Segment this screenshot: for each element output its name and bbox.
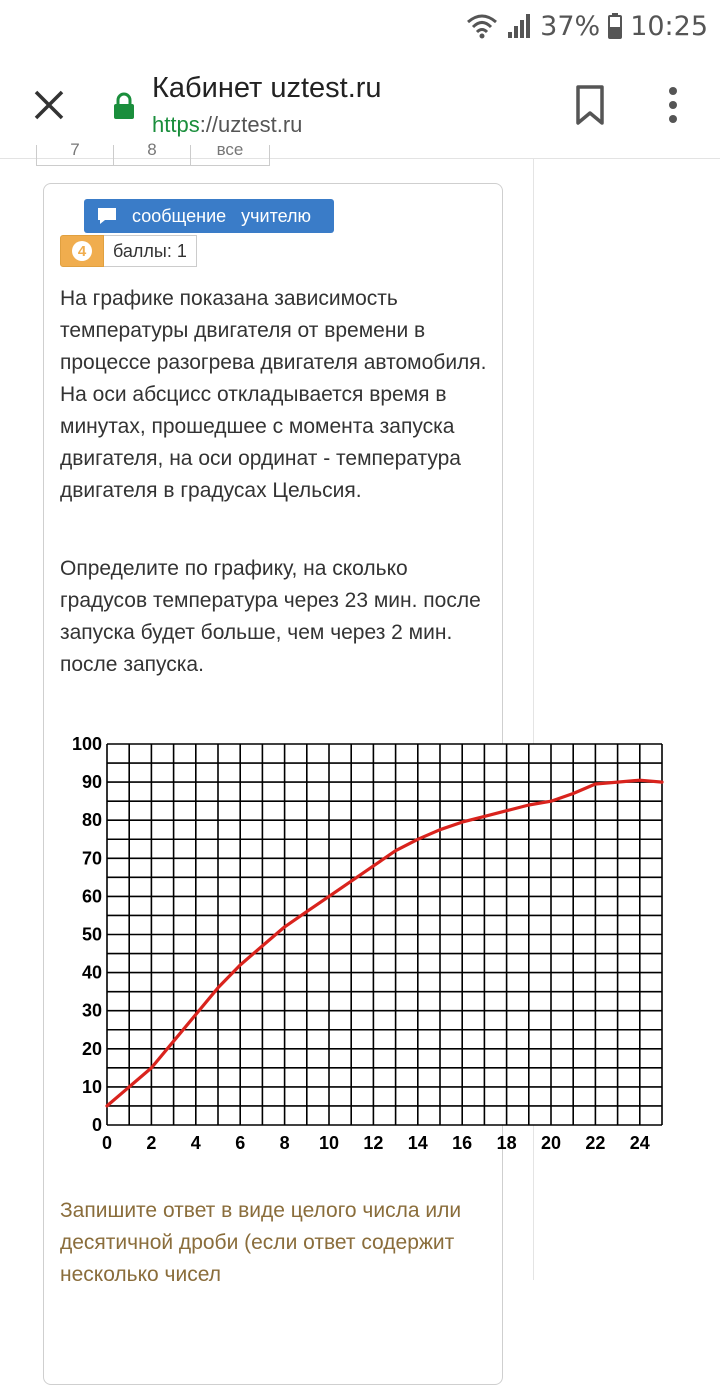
y-tick-label: 50 xyxy=(81,924,102,945)
task-question: Определите по графику, на сколько градусов температура через 23 мин. после запуска будет больше, чем через 2 мин. после запуска. xyxy=(60,557,481,676)
url-display[interactable] xyxy=(152,112,302,138)
y-tick-label: 70 xyxy=(81,848,102,869)
y-tick-label: 100 xyxy=(71,734,102,754)
page-content xyxy=(0,140,720,1286)
clock: 10:25 xyxy=(630,10,708,42)
url-scheme: https xyxy=(152,112,200,137)
x-tick-label: 18 xyxy=(496,1133,517,1153)
x-tick-label: 14 xyxy=(407,1133,428,1153)
task-number: 4 xyxy=(72,241,92,261)
x-tick-label: 2 xyxy=(146,1133,157,1153)
x-tick-label: 10 xyxy=(318,1133,340,1153)
browser-app-bar xyxy=(0,50,720,159)
page-title: Кабинет uztest.ru xyxy=(152,72,382,104)
pager-item[interactable]: 8 xyxy=(114,145,191,166)
x-tick-label: 6 xyxy=(235,1133,246,1153)
x-tick-label: 0 xyxy=(101,1133,113,1153)
task-text: На графике показана зависимость температуры двигателя от времени в процессе разогрева двигателя автомобиля. На оси абсцисс откладывается время в минутах, прошедшее с момента запуска двигателя, на оси ординат - температура двигателя в градусах Цельсия. xyxy=(60,287,487,502)
x-tick-label: 20 xyxy=(540,1133,562,1153)
task-number-badge xyxy=(60,235,104,267)
y-tick-label: 60 xyxy=(81,886,102,907)
message-teacher-label: сообщение учителю xyxy=(132,205,312,226)
task-score xyxy=(60,235,197,267)
pager-item[interactable]: 7 xyxy=(36,145,114,166)
task-pager xyxy=(36,140,270,167)
points-label: баллы: 1 xyxy=(104,235,197,267)
y-tick-label: 90 xyxy=(81,772,102,793)
message-teacher-button[interactable] xyxy=(84,199,334,233)
y-tick-label: 10 xyxy=(81,1076,102,1097)
battery-icon xyxy=(608,13,622,39)
y-tick-label: 0 xyxy=(91,1115,102,1135)
status-bar xyxy=(0,0,720,50)
y-tick-label: 40 xyxy=(81,962,102,983)
more-options-icon[interactable] xyxy=(655,83,691,127)
wifi-icon xyxy=(466,12,498,40)
y-tick-label: 30 xyxy=(81,1000,102,1021)
pager-item-all[interactable]: все xyxy=(191,145,270,166)
x-tick-label: 8 xyxy=(279,1133,290,1153)
y-tick-label: 80 xyxy=(81,810,102,831)
signal-icon xyxy=(506,12,532,40)
answer-hint: Запишите ответ в виде целого числа или десятичной дроби (если ответ содержит несколько чисел xyxy=(60,1199,462,1286)
y-tick-label: 20 xyxy=(81,1038,102,1059)
x-tick-label: 4 xyxy=(190,1133,201,1153)
x-tick-label: 22 xyxy=(585,1133,606,1153)
url-host: ://uztest.ru xyxy=(199,112,303,137)
bookmark-icon[interactable] xyxy=(570,83,610,127)
x-tick-label: 12 xyxy=(363,1133,384,1153)
lock-icon xyxy=(113,92,135,120)
chat-bubble-icon xyxy=(96,206,120,226)
status-icons xyxy=(466,8,708,44)
close-icon[interactable] xyxy=(24,80,74,130)
battery-percent: 37% xyxy=(540,10,601,42)
x-tick-label: 16 xyxy=(452,1133,473,1153)
x-tick-label: 24 xyxy=(629,1133,650,1153)
temperature-chart xyxy=(60,729,672,1159)
